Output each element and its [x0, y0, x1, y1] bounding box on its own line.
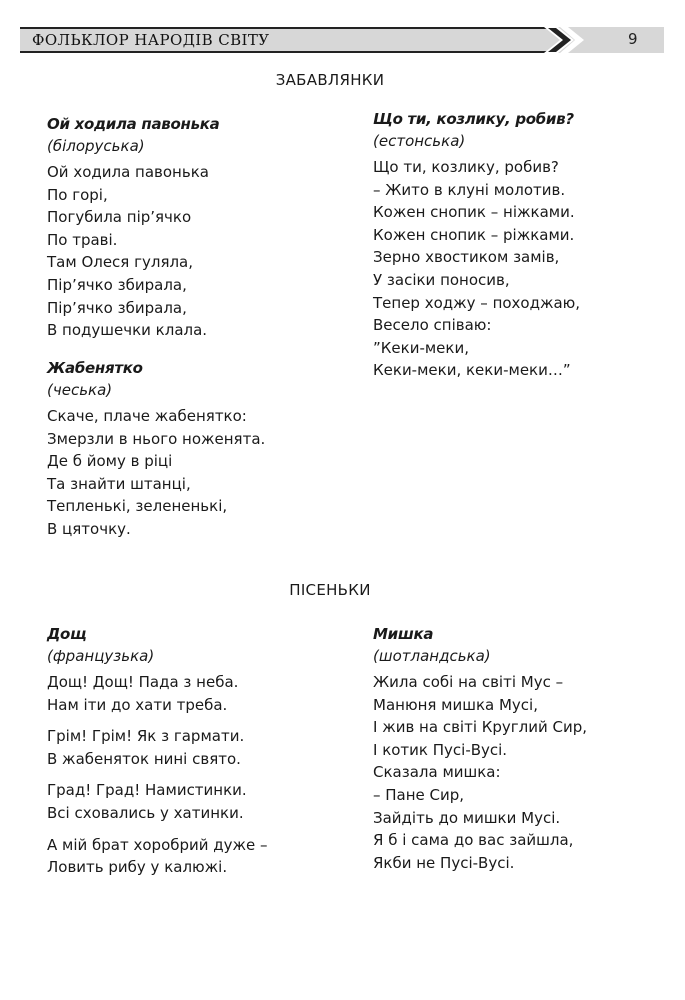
poem-line: Кожен снопик – ніжками. — [373, 203, 575, 222]
poem-myshka — [373, 623, 587, 874]
poem-line: В цяточку. — [47, 519, 131, 538]
poem-line: Що ти, козлику, робив? — [373, 158, 559, 176]
poem-origin: (білоруська) — [47, 137, 145, 155]
poem-doshch — [47, 623, 268, 888]
poem-line: Пір’ячко збирала, — [47, 275, 187, 294]
poem-line: І котик Пусі-Вусі. — [373, 740, 508, 759]
poem-line: ”Кеки-меки, — [373, 338, 469, 357]
poem-title: Мишка — [373, 625, 434, 643]
poem-line: – Жито в клуні молотив. — [373, 180, 566, 199]
poem-title: Ой ходила павонька — [47, 115, 220, 133]
poem-line: Кожен снопик – ріжками. — [373, 225, 575, 244]
stanza — [47, 779, 268, 824]
poem-title: Що ти, козлику, робив? — [373, 110, 574, 128]
poem-line: Сказала мишка: — [373, 763, 501, 782]
poem-line: По траві. — [47, 230, 118, 249]
poem-origin: (чеська) — [47, 381, 113, 399]
poem-origin: (шотландська) — [373, 647, 491, 665]
stanza — [47, 834, 268, 879]
running-header — [20, 27, 664, 53]
chevron-decoration-icon — [544, 27, 584, 53]
poem-line: А мій брат хоробрий дуже – — [47, 835, 268, 854]
poem-origin: (естонська) — [373, 132, 466, 150]
poem-title: Дощ — [47, 625, 87, 643]
poem-line: Манюня мишка Мусі, — [373, 695, 538, 714]
poem-line: Погубила пір’ячко — [47, 208, 192, 227]
page-number: 9 — [628, 30, 638, 48]
poem-line: Грім! Грім! Як з гармати. — [47, 727, 245, 746]
poem-line: Там Олеся гуляла, — [47, 253, 194, 272]
poem-line: Тепленькі, зелененькі, — [47, 497, 228, 516]
poem-line: У засіки поносив, — [373, 270, 510, 289]
poem-title: Жабенятко — [47, 359, 143, 377]
poem-origin: (французька) — [47, 647, 155, 665]
poem-line: Якби не Пусі-Вусі. — [373, 853, 515, 872]
poem-line: Дощ! Дощ! Пада з неба. — [47, 673, 239, 691]
header-rule-bottom — [20, 51, 550, 53]
poem-line: Та знайти штанці, — [47, 474, 191, 493]
stanza — [47, 725, 268, 770]
poem-line: Ой ходила павонька — [47, 163, 209, 181]
book-title: ФОЛЬКЛОР НАРОДІВ СВІТУ — [32, 31, 270, 49]
poem-line: Зерно хвостиком замів, — [373, 248, 560, 267]
poem-line: По горі, — [47, 185, 108, 204]
poem-line: В подушечки клала. — [47, 321, 208, 340]
poem-line: Кеки-меки, кеки-меки…” — [373, 361, 571, 380]
section-title-zabavlianky: ЗАБАВЛЯНКИ — [275, 71, 385, 89]
poem-line: Я б і сама до вас зайшла, — [373, 831, 574, 850]
poem-line: – Пане Сир, — [373, 785, 465, 804]
poem-line: Пір’ячко збирала, — [47, 298, 187, 317]
section-title-pisenky: ПІСЕНЬКИ — [289, 581, 371, 599]
poem-line: Де б йому в ріці — [47, 452, 173, 471]
poem-oi-khodyla-pavonka — [47, 113, 219, 342]
poem-line: Град! Град! Намистинки. — [47, 781, 247, 800]
poem-line: Зайдіть до мишки Мусі. — [373, 808, 561, 827]
poem-line: Скаче, плаче жабенятко: — [47, 407, 247, 425]
poem-line: І жив на світі Круглий Сир, — [373, 718, 588, 737]
poem-line: Весело співаю: — [373, 316, 492, 335]
poem-zhabeniatko — [47, 357, 265, 541]
poem-line: Жила собі на світі Мус – — [373, 673, 564, 691]
poem-line: Тепер ходжу – походжаю, — [373, 293, 581, 312]
poem-line: Ловить рибу у калюжі. — [47, 858, 228, 877]
poem-line: В жабеняток нині свято. — [47, 749, 241, 768]
poem-line: Всі сховались у хатинки. — [47, 803, 244, 822]
poem-shcho-ty-kozlyku-robyv — [373, 108, 580, 382]
poem-line: Змерзли в нього ноженята. — [47, 429, 266, 448]
header-rule-top — [20, 27, 550, 29]
stanza — [47, 671, 268, 716]
poem-line: Нам іти до хати треба. — [47, 695, 228, 714]
